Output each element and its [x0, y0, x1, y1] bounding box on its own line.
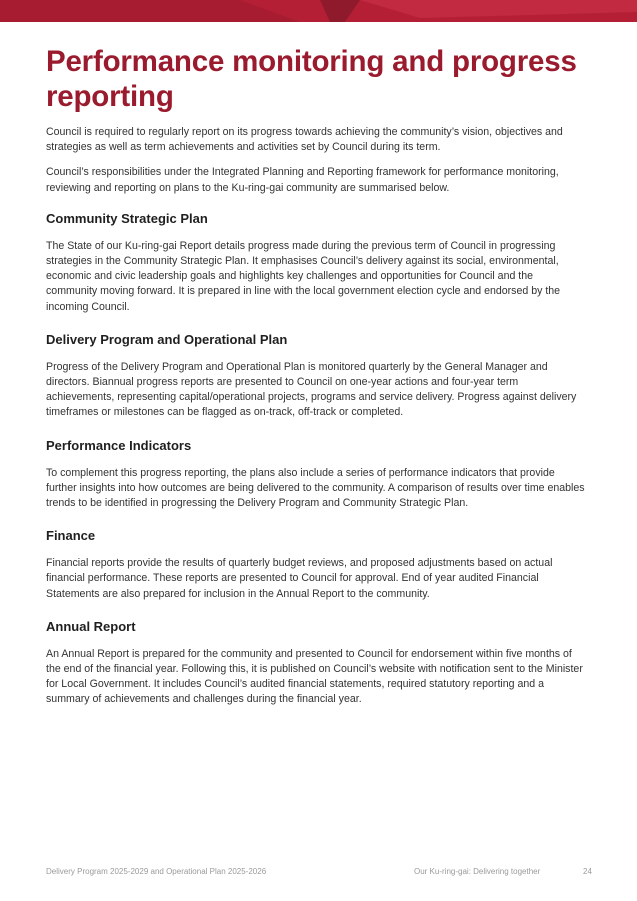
section-heading: Delivery Program and Operational Plan	[46, 331, 288, 347]
page-number: 24	[583, 867, 592, 876]
section-body: Progress of the Delivery Program and Operational Plan is monitored quarterly by the General Manager and directors. Biannual progress reports are presented to Council on one-year actions and four-year term achievements, representing capital/operational projects, programs and service delivery. Progress against delivery timeframes or milestones can be flagged as on-track, off-track or completed.	[46, 360, 577, 419]
header-band	[0, 0, 637, 22]
section-heading: Community Strategic Plan	[46, 210, 208, 226]
section-body: To complement this progress reporting, the plans also include a series of performance indicators that provide further insights into how outcomes are being delivered to the community. A comparison of results over time enables trends to be identified in progressing the Delivery Program and Community Strategic Plan.	[46, 466, 585, 510]
footer-tagline: Our Ku-ring-gai: Delivering together	[414, 867, 541, 876]
section-body: An Annual Report is prepared for the community and presented to Council for endorsement within five months of the end of the financial year. Following this, it is published on Council’s website with notification sent to the Minister for Local Government. It includes Council’s audited financial statements, required statutory reporting and a summary of achievements and challenges during the financial year.	[46, 647, 583, 706]
section-heading: Performance Indicators	[46, 437, 192, 453]
section-annual-report	[46, 619, 586, 708]
section-heading: Annual Report	[46, 618, 136, 634]
section-delivery-program	[46, 332, 586, 421]
page-content	[46, 44, 586, 725]
section-body: Financial reports provide the results of quarterly budget reviews, and proposed adjustments based on actual financial performance. These reports are presented to Council for approval. End of year audited Financial Statements are also prepared for inclusion in the Annual Report to the community.	[46, 557, 553, 600]
section-body: The State of our Ku-ring-gai Report details progress made during the previous term of Council in progressing strategies in the Community Strategic Plan. It emphasises Council’s delivery against its social, environmental, economic and civic leadership goals and highlights key challenges and opportunities for Council and the community moving forward. It is prepared in line with the local government election cycle and endorsed by the incoming Council.	[46, 239, 561, 313]
section-performance-indicators	[46, 438, 586, 512]
intro-paragraph-1: Council is required to regularly report on its progress towards achieving the community’s vision, objectives and strategies as well as term achievements and activities set by Council during its term.	[46, 126, 563, 154]
section-heading: Finance	[46, 528, 96, 544]
page-title: Performance monitoring and progress reporting	[46, 45, 577, 113]
footer-document-title: Delivery Program 2025-2029 and Operational Plan 2025-2026	[46, 867, 267, 876]
section-community-strategic-plan	[46, 211, 586, 315]
section-finance	[46, 528, 586, 602]
intro-paragraph-2: Council’s responsibilities under the Integrated Planning and Reporting framework for performance monitoring, reviewing and reporting on plans to the Ku-ring-gai community are summarised below.	[46, 166, 559, 194]
